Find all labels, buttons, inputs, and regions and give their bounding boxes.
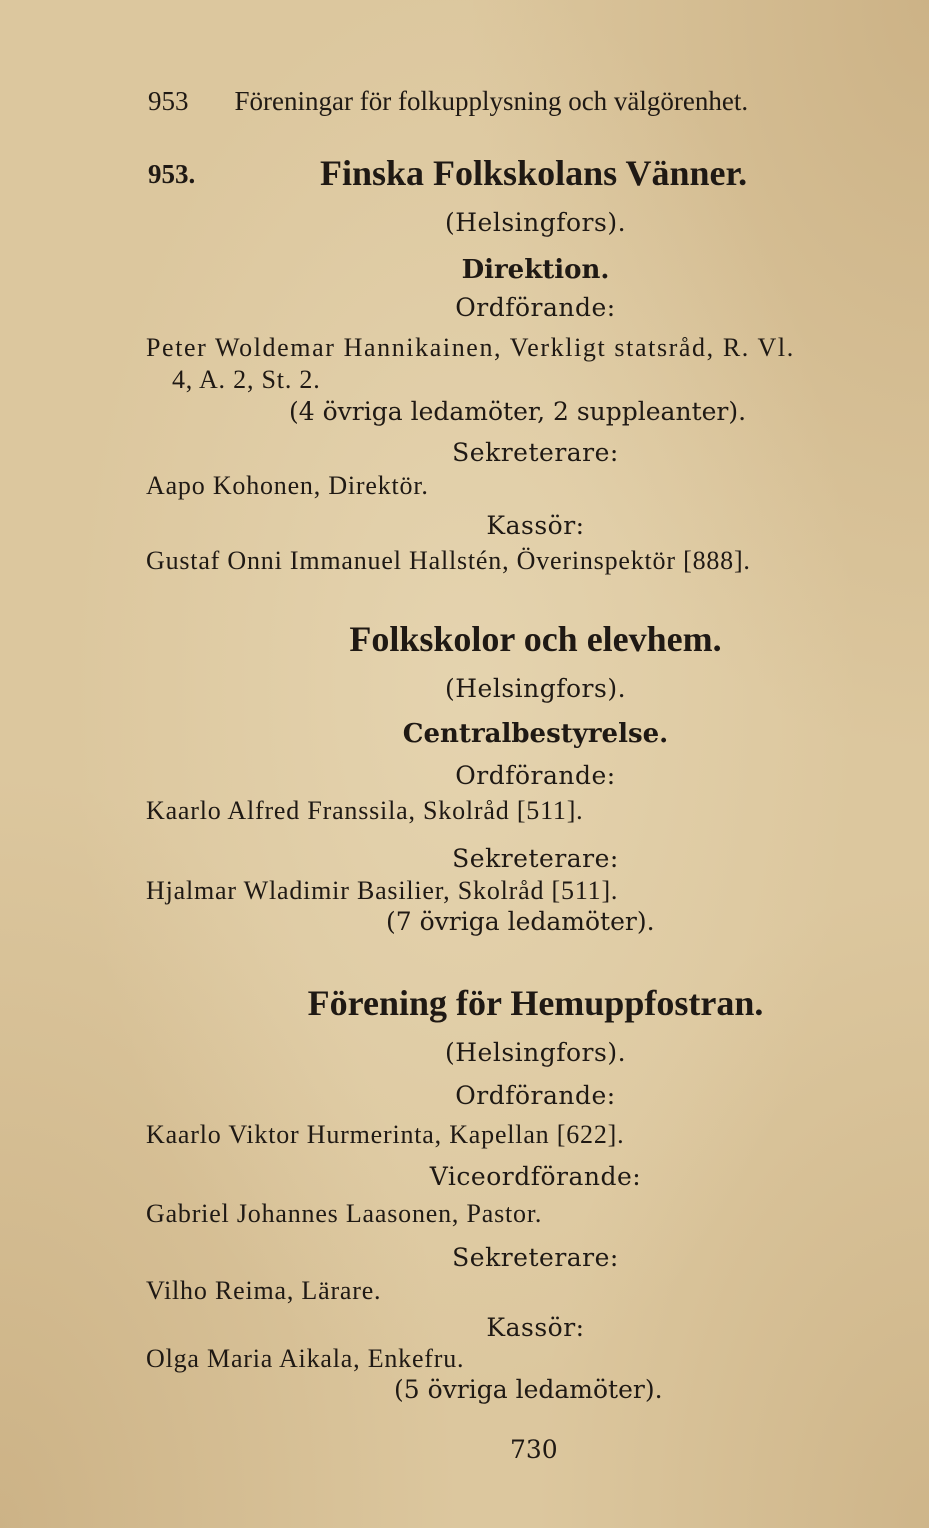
role-label-chair: Ordförande:: [455, 293, 616, 322]
chair-name: Kaarlo Viktor Hurmerinta, Kapellan [622].: [146, 1120, 625, 1149]
vice-chair-name: Gabriel Johannes Laasonen, Pastor.: [146, 1199, 543, 1228]
section-title-hemuppfostran: Förening för Hemuppfostran.: [307, 983, 764, 1023]
role-label-treasurer: Kassör:: [486, 1313, 585, 1342]
running-head: [148, 88, 748, 115]
treasurer-name: Olga Maria Aikala, Enkefru.: [146, 1344, 465, 1373]
role-label-secretary: Sekreterare:: [452, 844, 619, 873]
role-label-chair: Ordförande:: [455, 761, 616, 790]
section-title-folkskolor: Folkskolor och elevhem.: [349, 619, 722, 659]
chair-name: Kaarlo Alfred Franssila, Skolråd [511].: [146, 796, 584, 825]
footer-page-number: 730: [510, 1435, 558, 1464]
chair-name-line1: Peter Woldemar Hannikainen, Verkligt statsråd, R. Vl.: [146, 333, 795, 362]
running-head-page-number: 953: [148, 86, 189, 116]
section-city: (Helsingfors).: [444, 674, 627, 703]
role-label-secretary: Sekreterare:: [452, 1243, 619, 1272]
section-title-finska-folkskolans: Finska Folkskolans Vänner.: [320, 153, 748, 193]
secretary-name: Aapo Kohonen, Direktör.: [146, 471, 429, 500]
board-heading-direktion: Direktion.: [461, 255, 610, 285]
board-heading-centralbestyrelse: Centralbestyrelse.: [402, 719, 669, 749]
treasurer-name: Gustaf Onni Immanuel Hallstén, Överinspektör [888].: [146, 546, 751, 575]
role-label-secretary: Sekreterare:: [452, 438, 619, 467]
section-city: (Helsingfors).: [444, 1038, 627, 1067]
members-note: (5 övriga ledamöter).: [394, 1375, 663, 1404]
role-label-treasurer: Kassör:: [486, 511, 585, 540]
section-number: 953.: [148, 159, 196, 189]
members-note: (4 övriga ledamöter, 2 suppleanter).: [289, 397, 747, 426]
members-note: (7 övriga ledamöter).: [386, 907, 655, 936]
secretary-name: Hjalmar Wladimir Basilier, Skolråd [511].: [146, 876, 619, 905]
section-city: (Helsingfors).: [444, 208, 627, 237]
running-head-title: Föreningar för folkupplysning och välgörenhet.: [234, 86, 749, 116]
chair-name-line2: 4, A. 2, St. 2.: [172, 365, 321, 394]
role-label-vice-chair: Viceordförande:: [429, 1162, 642, 1191]
role-label-chair: Ordförande:: [455, 1081, 616, 1110]
secretary-name: Vilho Reima, Lärare.: [146, 1276, 382, 1305]
